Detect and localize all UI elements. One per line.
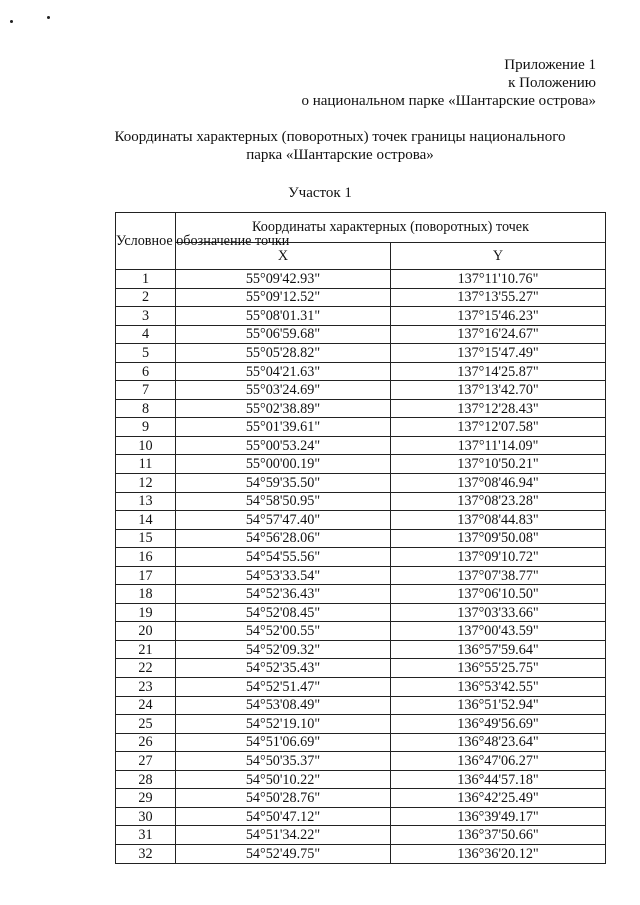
coordinate-x: 54°54'55.56" bbox=[176, 548, 391, 567]
appendix-header bbox=[301, 56, 596, 110]
coordinate-x: 54°52'36.43" bbox=[176, 585, 391, 604]
table-row bbox=[116, 585, 606, 604]
coordinate-x: 55°08'01.31" bbox=[176, 307, 391, 326]
coordinate-y: 137°11'14.09" bbox=[391, 436, 606, 455]
coordinate-y: 136°48'23.64" bbox=[391, 733, 606, 752]
coordinate-x: 54°50'28.76" bbox=[176, 789, 391, 808]
coordinate-y: 136°49'56.69" bbox=[391, 715, 606, 734]
coordinate-y: 136°51'52.94" bbox=[391, 696, 606, 715]
point-number: 30 bbox=[116, 807, 176, 826]
table-row bbox=[116, 418, 606, 437]
coordinate-x: 54°52'49.75" bbox=[176, 844, 391, 863]
point-number: 2 bbox=[116, 288, 176, 307]
point-number: 23 bbox=[116, 678, 176, 697]
coordinate-x: 54°59'35.50" bbox=[176, 474, 391, 493]
coordinate-x: 55°01'39.61" bbox=[176, 418, 391, 437]
scan-speck bbox=[10, 20, 13, 23]
coordinate-x: 54°52'09.32" bbox=[176, 640, 391, 659]
coordinate-y: 136°47'06.27" bbox=[391, 752, 606, 771]
header-point-label: Условное обозначение точки bbox=[116, 213, 176, 270]
coordinate-x: 54°53'08.49" bbox=[176, 696, 391, 715]
table-row bbox=[116, 659, 606, 678]
table-row bbox=[116, 715, 606, 734]
coordinate-x: 54°50'35.37" bbox=[176, 752, 391, 771]
table-row bbox=[116, 529, 606, 548]
point-number: 5 bbox=[116, 344, 176, 363]
coordinate-y: 137°16'24.67" bbox=[391, 325, 606, 344]
table-row bbox=[116, 770, 606, 789]
appendix-line-2: к Положению bbox=[508, 75, 596, 91]
coordinate-x: 54°53'33.54" bbox=[176, 566, 391, 585]
coordinate-y: 136°57'59.64" bbox=[391, 640, 606, 659]
coordinate-y: 137°03'33.66" bbox=[391, 603, 606, 622]
coordinate-y: 137°09'10.72" bbox=[391, 548, 606, 567]
point-number: 13 bbox=[116, 492, 176, 511]
point-number: 29 bbox=[116, 789, 176, 808]
table-row bbox=[116, 548, 606, 567]
table-row bbox=[116, 381, 606, 400]
coordinate-x: 55°00'53.24" bbox=[176, 436, 391, 455]
coordinate-y: 136°36'20.12" bbox=[391, 844, 606, 863]
point-number: 17 bbox=[116, 566, 176, 585]
coordinate-y: 137°12'07.58" bbox=[391, 418, 606, 437]
point-number: 24 bbox=[116, 696, 176, 715]
point-number: 7 bbox=[116, 381, 176, 400]
table-row bbox=[116, 696, 606, 715]
coordinate-x: 54°52'35.43" bbox=[176, 659, 391, 678]
table-row bbox=[116, 436, 606, 455]
coordinate-y: 137°13'55.27" bbox=[391, 288, 606, 307]
point-number: 25 bbox=[116, 715, 176, 734]
table-row bbox=[116, 789, 606, 808]
coordinate-y: 137°08'44.83" bbox=[391, 511, 606, 530]
table-row bbox=[116, 678, 606, 697]
header-x: X bbox=[176, 243, 391, 270]
coordinate-x: 55°03'24.69" bbox=[176, 381, 391, 400]
coordinate-x: 54°58'50.95" bbox=[176, 492, 391, 511]
coordinate-y: 137°08'46.94" bbox=[391, 474, 606, 493]
point-number: 8 bbox=[116, 399, 176, 418]
point-number: 27 bbox=[116, 752, 176, 771]
table-row bbox=[116, 307, 606, 326]
point-number: 15 bbox=[116, 529, 176, 548]
point-number: 16 bbox=[116, 548, 176, 567]
header-y: Y bbox=[391, 243, 606, 270]
coordinate-y: 137°15'46.23" bbox=[391, 307, 606, 326]
coordinate-y: 137°12'28.43" bbox=[391, 399, 606, 418]
point-number: 3 bbox=[116, 307, 176, 326]
coordinate-y: 136°42'25.49" bbox=[391, 789, 606, 808]
coordinate-x: 54°56'28.06" bbox=[176, 529, 391, 548]
coordinate-y: 137°13'42.70" bbox=[391, 381, 606, 400]
title-line-1: Координаты характерных (поворотных) точек границы национального bbox=[114, 129, 566, 145]
table-row bbox=[116, 455, 606, 474]
coordinate-x: 54°52'08.45" bbox=[176, 603, 391, 622]
coordinate-y: 136°44'57.18" bbox=[391, 770, 606, 789]
coordinate-y: 137°08'23.28" bbox=[391, 492, 606, 511]
point-number: 12 bbox=[116, 474, 176, 493]
coordinate-x: 55°09'12.52" bbox=[176, 288, 391, 307]
table-row bbox=[116, 622, 606, 641]
coordinate-y: 137°11'10.76" bbox=[391, 270, 606, 289]
coordinate-x: 54°50'47.12" bbox=[176, 807, 391, 826]
point-number: 10 bbox=[116, 436, 176, 455]
header-coordinates: Координаты характерных (поворотных) точек bbox=[176, 213, 606, 243]
table-row bbox=[116, 344, 606, 363]
table-body bbox=[116, 270, 606, 864]
coordinate-y: 136°53'42.55" bbox=[391, 678, 606, 697]
point-number: 4 bbox=[116, 325, 176, 344]
table-row bbox=[116, 474, 606, 493]
appendix-line-3: о национальном парке «Шантарские острова» bbox=[301, 93, 596, 109]
coordinate-x: 55°05'28.82" bbox=[176, 344, 391, 363]
coordinate-x: 54°52'00.55" bbox=[176, 622, 391, 641]
table-row bbox=[116, 511, 606, 530]
table-row bbox=[116, 807, 606, 826]
table-row bbox=[116, 566, 606, 585]
coordinate-y: 137°10'50.21" bbox=[391, 455, 606, 474]
point-number: 28 bbox=[116, 770, 176, 789]
table-row bbox=[116, 826, 606, 845]
coordinate-x: 54°57'47.40" bbox=[176, 511, 391, 530]
coordinate-x: 55°00'00.19" bbox=[176, 455, 391, 474]
table-row bbox=[116, 733, 606, 752]
title-line-2: парка «Шантарские острова» bbox=[246, 147, 434, 163]
point-number: 14 bbox=[116, 511, 176, 530]
coordinate-y: 137°00'43.59" bbox=[391, 622, 606, 641]
point-number: 6 bbox=[116, 362, 176, 381]
table-row bbox=[116, 640, 606, 659]
coordinate-y: 137°14'25.87" bbox=[391, 362, 606, 381]
table-row bbox=[116, 399, 606, 418]
coordinate-x: 54°51'06.69" bbox=[176, 733, 391, 752]
point-number: 22 bbox=[116, 659, 176, 678]
table-row bbox=[116, 362, 606, 381]
point-number: 20 bbox=[116, 622, 176, 641]
section-heading: Участок 1 bbox=[288, 185, 352, 201]
table-row bbox=[116, 492, 606, 511]
coordinate-y: 136°37'50.66" bbox=[391, 826, 606, 845]
table-row bbox=[116, 752, 606, 771]
coordinate-x: 54°50'10.22" bbox=[176, 770, 391, 789]
point-number: 26 bbox=[116, 733, 176, 752]
table-row bbox=[116, 325, 606, 344]
point-number: 11 bbox=[116, 455, 176, 474]
point-number: 9 bbox=[116, 418, 176, 437]
coordinate-x: 54°51'34.22" bbox=[176, 826, 391, 845]
appendix-line-1: Приложение 1 bbox=[504, 57, 596, 73]
point-number: 32 bbox=[116, 844, 176, 863]
point-number: 18 bbox=[116, 585, 176, 604]
coordinate-x: 54°52'51.47" bbox=[176, 678, 391, 697]
table-row bbox=[116, 288, 606, 307]
coordinate-y: 137°07'38.77" bbox=[391, 566, 606, 585]
coordinate-y: 137°06'10.50" bbox=[391, 585, 606, 604]
coordinates-table bbox=[115, 212, 606, 864]
scan-speck bbox=[47, 16, 50, 19]
coordinate-x: 55°04'21.63" bbox=[176, 362, 391, 381]
coordinate-x: 55°06'59.68" bbox=[176, 325, 391, 344]
table-row bbox=[116, 603, 606, 622]
coordinate-y: 136°39'49.17" bbox=[391, 807, 606, 826]
coordinate-x: 55°09'42.93" bbox=[176, 270, 391, 289]
coordinate-y: 137°15'47.49" bbox=[391, 344, 606, 363]
table-row bbox=[116, 270, 606, 289]
table-row bbox=[116, 844, 606, 863]
point-number: 21 bbox=[116, 640, 176, 659]
coordinate-y: 137°09'50.08" bbox=[391, 529, 606, 548]
point-number: 19 bbox=[116, 603, 176, 622]
coordinate-x: 54°52'19.10" bbox=[176, 715, 391, 734]
coordinate-y: 136°55'25.75" bbox=[391, 659, 606, 678]
point-number: 31 bbox=[116, 826, 176, 845]
point-number: 1 bbox=[116, 270, 176, 289]
document-title bbox=[60, 128, 620, 164]
coordinate-x: 55°02'38.89" bbox=[176, 399, 391, 418]
